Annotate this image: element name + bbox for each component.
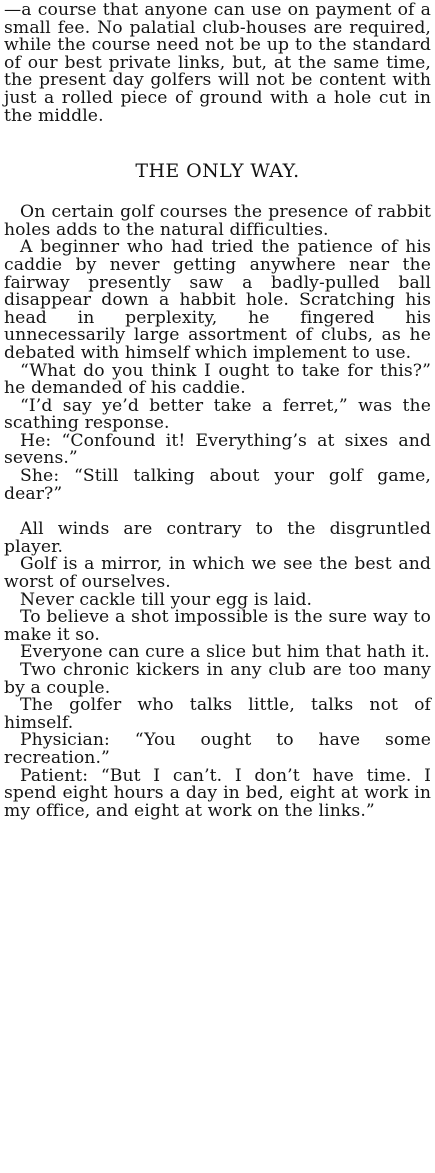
paragraph-he: He: “Confound it! Everything’s at sixes and sevens.”: [4, 430, 431, 469]
paragraph-question: “What do you think I ought to take for this?” he demanded of his caddie.: [4, 360, 431, 399]
paragraph-rabbit-holes: On certain golf courses the presence of rabbit holes adds to the natural difficulties.: [4, 202, 431, 240]
intro-paragraph: —a course that anyone can use on payment of a small fee. No palatial club-houses are required, while the course need not be up to the standard of our best private links, but, at the same time, the present day golfers will not be content with just a rolled piece of ground with a hole cut in the middle.: [4, 0, 431, 126]
sayings-section: [4, 521, 431, 820]
section-heading: THE ONLY WAY.: [135, 160, 300, 183]
anecdote-section: [4, 204, 431, 503]
paragraph-beginner: A beginner who had tried the patience of his caddie by never getting anywhere near the fairway presently saw a badly-pulled ball disappear down a habbit hole. Scratching his head in perplexity, he fingered his unnecessarily large assortment of clubs, as he debated with himself which implement to use.: [4, 237, 431, 363]
paragraph-she: She: “Still talking about your golf game, dear?”: [4, 466, 431, 504]
saying-item: To believe a shot impossible is the sure way to make it so.: [4, 607, 431, 645]
saying-item: Golf is a mirror, in which we see the best and worst of ourselves.: [4, 554, 431, 593]
saying-item: The golfer who talks little, talks not of himself.: [4, 695, 431, 733]
saying-item: All winds are contrary to the disgruntled player.: [4, 519, 431, 557]
saying-item: Two chronic kickers in any club are too many by a couple.: [4, 660, 431, 698]
paragraph-response: “I’d say ye’d better take a ferret,” was the scathing response.: [4, 395, 431, 434]
saying-item: Everyone can cure a slice but him that hath it.: [20, 642, 430, 663]
patient-line: Patient: “But I can’t. I don’t have time. I spend eight hours a day in bed, eight at work in my office, and eight at work on the links.”: [4, 765, 431, 821]
saying-item: Never cackle till your egg is laid.: [20, 589, 313, 610]
physician-line: Physician: “You ought to have some recreation.”: [4, 730, 431, 768]
